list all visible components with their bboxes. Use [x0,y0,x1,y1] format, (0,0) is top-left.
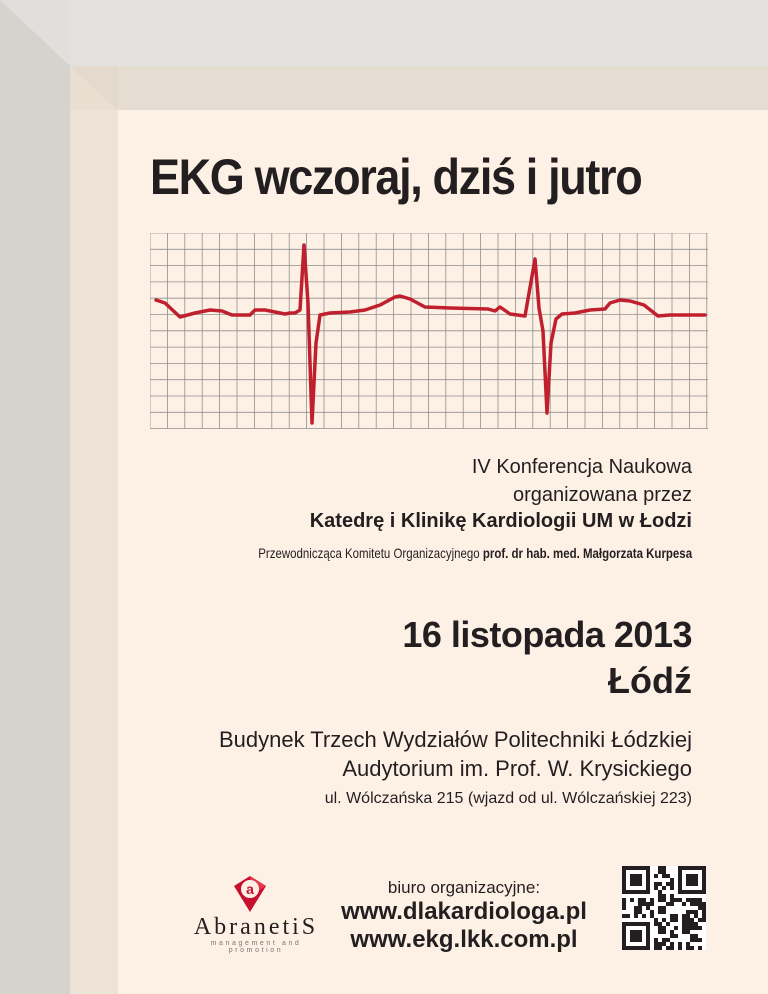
event-city: Łódź [608,660,692,701]
website-link-1[interactable]: www.dlakardiologa.pl [341,898,587,925]
svg-text:a: a [246,881,254,897]
committee-chair [258,545,692,561]
frame-bevel-left [70,66,118,994]
frame-left [0,0,70,994]
office-label: biuro organizacyjne: [387,878,541,897]
venue-address: ul. Wólczańska 215 (wjazd od ul. Wólczańskiej 223) [324,790,692,807]
chair-name: prof. dr hab. med. Małgorzata Kurpesa [482,545,692,561]
conference-edition: IV Konferencja Naukowa [471,456,692,478]
poster-title: EKG wczoraj, dziś i jutro [150,149,642,205]
logo-tagline: management and promotion [210,940,302,954]
website-link-2[interactable]: www.ekg.lkk.com.pl [350,926,578,953]
venue-building: Budynek Trzech Wydziałów Politechniki Łódzkiej [218,727,692,752]
qr-code-icon[interactable] [622,866,706,950]
ekg-trace-icon [150,233,708,429]
logo-name: AbranetiS [193,914,319,940]
chair-label: Przewodnicząca Komitetu Organizacyjnego [258,545,480,561]
organizer: Katedrę i Klinikę Kardiologii UM w Łodzi [309,510,692,532]
venue-auditorium: Audytorium im. Prof. W. Krysickiego [342,756,692,781]
abranetis-logo-icon [228,872,270,914]
abranetis-logo [188,872,324,952]
organized-by: organizowana przez [513,484,692,506]
frame-corner [0,0,118,110]
event-date: 16 listopada 2013 [402,614,692,655]
frame-bevel-top [70,66,768,110]
